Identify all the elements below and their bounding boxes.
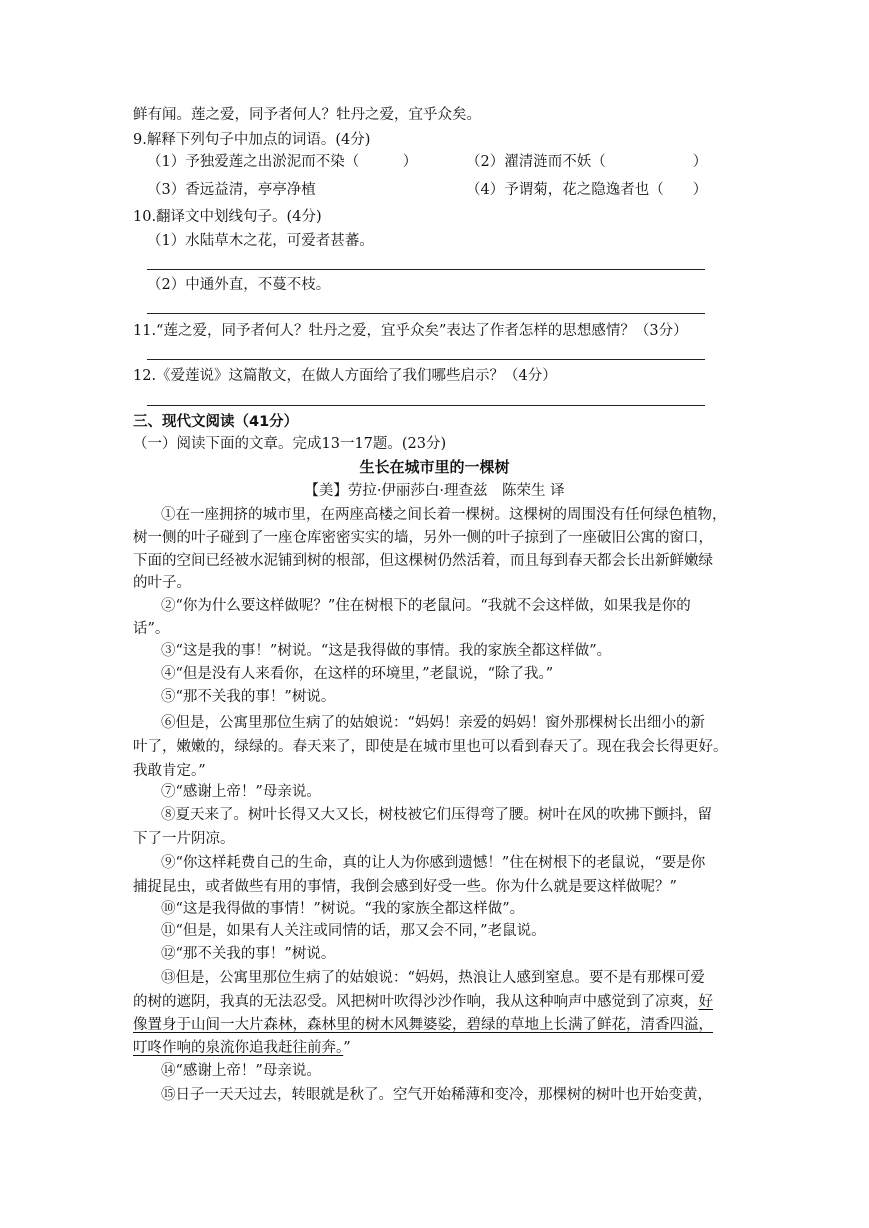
paragraph-line: 叶了，嫩嫩的，绿绿的。春天来了，即使是在城市里也可以看到春天了。现在我会长得更好。: [133, 739, 728, 755]
paragraph-line: ④“但是没有人来看你，在这样的环境里，”老鼠说，“除了我。”: [161, 666, 554, 682]
paragraph-line: ②“你为什么要这样做呢？”住在树根下的老鼠问。“我就不会这样做，如果我是你的: [161, 598, 691, 614]
question-10: 10.翻译文中划线句子。(4分): [133, 209, 322, 225]
paragraph-line: ⑫“那不关我的事！”树说。: [161, 946, 336, 962]
paragraph-line: 我敢肯定。”: [133, 763, 206, 779]
paragraph-line: 树一侧的叶子碰到了一座仓库密密实实的墙，另外一侧的叶子掠到了一座破旧公寓的窗口，: [133, 530, 713, 546]
question-11: 11.“莲之爱，同予者何人？牡丹之爱，宜乎众矣”表达了作者怎样的思想感情？（3分）: [133, 323, 688, 339]
article-author: 【美】劳拉·伊丽莎白·理查兹 陈荣生 译: [304, 483, 565, 499]
paragraph-line: ⑭“感谢上帝！”母亲说。: [161, 1063, 321, 1079]
paragraph-line: ⑦“感谢上帝！”母亲说。: [161, 784, 321, 800]
paragraph-line: ⑩“这是我得做的事情！”树说。“我的家族全都这样做”。: [161, 901, 525, 917]
question-12: 12.《爱莲说》这篇散文，在做人方面给了我们哪些启示？（4分）: [133, 368, 557, 384]
paragraph-line: ①在一座拥挤的城市里，在两座高楼之间长着一棵树。这棵树的周围没有任何绿色植物，: [161, 507, 727, 523]
paragraph-line: 下了一片阴凉。: [133, 831, 235, 847]
paragraph-line: 的叶子。: [133, 575, 191, 591]
question-9-item-4: （4）予谓菊，花之隐逸者也（ ）: [466, 182, 708, 198]
text-line: 鲜有闻。莲之爱，同予者何人？牡丹之爱，宜乎众矣。: [133, 107, 481, 123]
answer-line: [147, 405, 705, 406]
paragraph-line: ⑮日子一天天过去，转眼就是秋了。空气开始稀薄和变冷，那棵树的树叶也开始变黄，: [161, 1087, 712, 1103]
paragraph-line: 下面的空间已经被水泥铺到树的根部，但这棵树仍然活着，而且每到春天都会长出新鲜嫩绿: [133, 553, 713, 569]
paragraph-line: ③“这是我的事！”树说。“这是我得做的事情。我的家族全都这样做”。: [161, 643, 612, 659]
subsection-instruction: （一）阅读下面的文章。完成13一17题。(23分): [133, 436, 447, 452]
paragraph-line: ⑬但是，公寓里那位生病了的姑娘说：“妈妈，热浪让人感到窒息。要不是有那棵可爱: [161, 970, 705, 986]
paragraph-line: 话”。: [133, 621, 170, 637]
answer-line: [147, 313, 705, 314]
paragraph-text: ”: [343, 1040, 351, 1056]
paragraph-line: ⑧夏天来了。树叶长得又大又长，树枝被它们压得弯了腰。树叶在风的吹拂下颤抖，留: [161, 807, 712, 823]
underlined-sentence: 叮咚作响的泉流你追我赶往前奔。: [133, 1040, 344, 1056]
answer-line: [147, 269, 705, 270]
question-9: 9.解释下列句子中加点的词语。(4分): [133, 132, 371, 148]
question-10-item-1: （1）水陆草木之花，可爱者甚蕃。: [147, 233, 374, 249]
paragraph-line: ⑪“但是，如果有人关注或同情的话，那又会不同，”老鼠说。: [161, 923, 546, 939]
underlined-sentence: 像置身于山间一大片森林，森林里的树木风舞婆娑，碧绿的草地上长满了鲜花，清香四溢，: [133, 1017, 713, 1033]
section-heading: 三、现代文阅读（41分）: [133, 414, 299, 430]
paragraph-text: 的树的遮阴，我真的无法忍受。风把树叶吹得沙沙作响，我从这种响声中感觉到了凉爽，: [133, 994, 699, 1010]
paragraph-line: ⑤“那不关我的事！”树说。: [161, 689, 336, 705]
question-10-item-2: （2）中通外直，不蔓不枝。: [147, 277, 331, 293]
paragraph-line: [133, 1038, 351, 1058]
answer-line: [147, 359, 705, 360]
article-title: 生长在城市里的一棵树: [359, 458, 510, 476]
paragraph-line: ⑨“你这样耗费自己的生命，真的让人为你感到遗憾！”住在树根下的老鼠说，“要是你: [161, 855, 706, 871]
question-9-item-1: （1）予独爱莲之出淤泥而不染（ ）: [147, 154, 418, 170]
paragraph-line: ⑥但是，公寓里那位生病了的姑娘说：“妈妈！亲爱的妈妈！窗外那棵树长出细小的新: [161, 715, 705, 731]
paragraph-line: [133, 992, 713, 1012]
question-9-item-3: （3）香远益清，亭亭净植: [147, 182, 316, 198]
paragraph-line: 捕捉昆虫，或者做些有用的事情，我倒会感到好受一些。你为什么就是要这样做呢？”: [133, 879, 677, 895]
question-9-item-2: （2）濯清涟而不妖（ ）: [466, 154, 708, 170]
underlined-sentence: 好: [698, 994, 713, 1010]
